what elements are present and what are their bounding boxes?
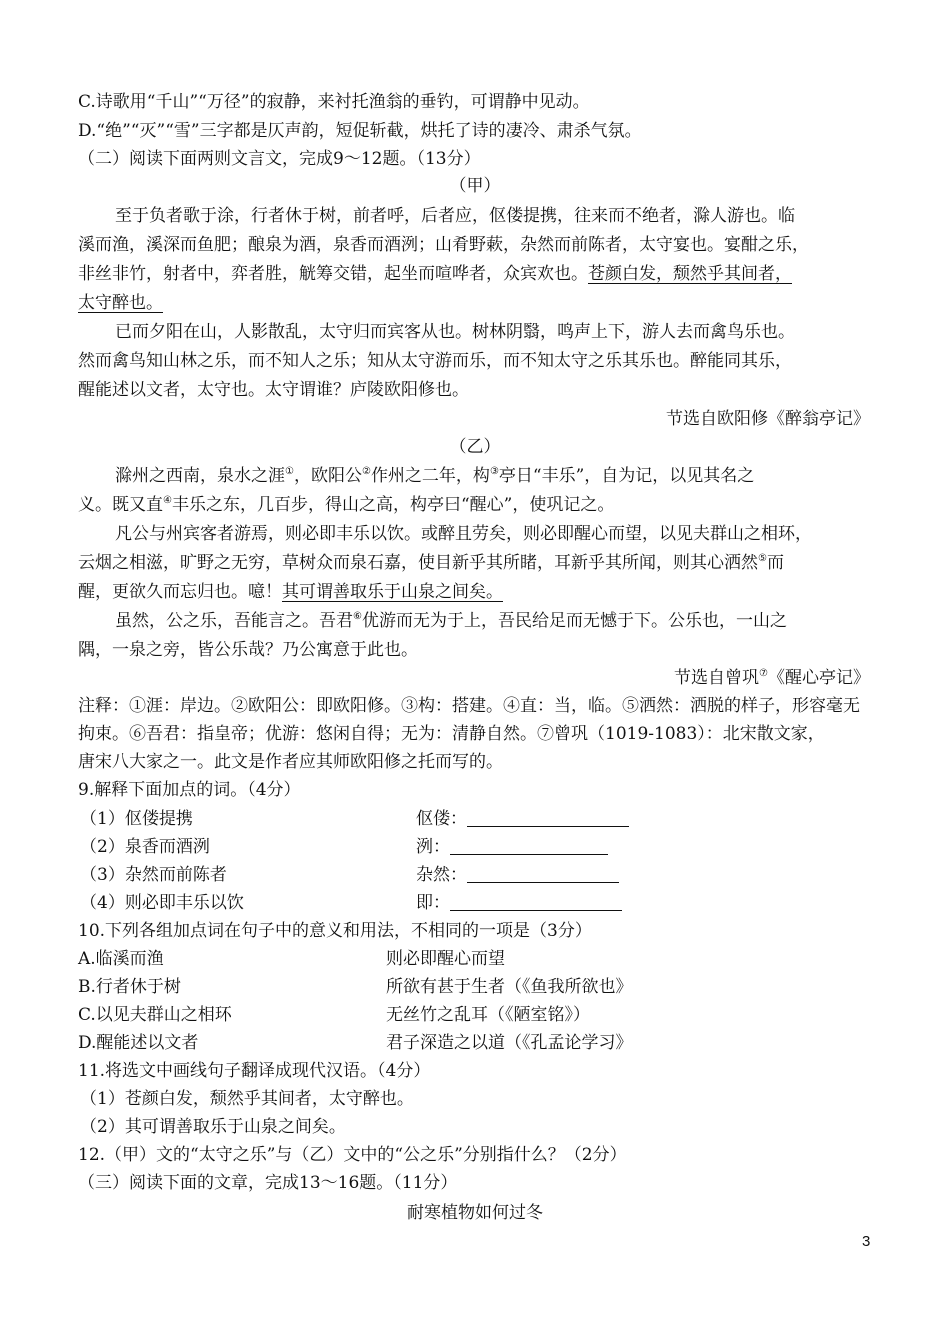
q10-stem: 10.下列各组加点词在句子中的意义和用法，不相同的一项是（3分）: [78, 921, 592, 941]
jia-p1-line4: [78, 289, 878, 317]
text-run: 《醒心亭记》: [768, 668, 870, 688]
q9-item-4: [80, 889, 880, 917]
text-run: 而: [766, 553, 784, 573]
jia-p1-line3-plain: 非丝非竹，射者中，弈者胜，觥筹交错，起坐而喧哗者，众宾欢也。: [78, 264, 588, 284]
yi-p2-line1: 凡公与州宾客者游焉，则必即丰乐以饮。或醉且劳矣，则必即醒心而望，以见夫群山之相环，: [115, 524, 812, 544]
text-run: 虽然，公之乐，吾能言之。吾君: [115, 611, 353, 631]
q10-option-compare: 则必即醒心而望: [386, 949, 505, 969]
footnote-mark: ④: [163, 495, 172, 506]
yi-p2-line3: [78, 578, 878, 606]
q10-option-sentence: A.临溪而渔: [78, 949, 164, 969]
q11-sentence-2: （2）其可谓善取乐于山泉之间矣。: [80, 1117, 346, 1137]
yi-source: [674, 664, 870, 692]
q10-option-sentence: D.醒能述以文者: [78, 1033, 199, 1053]
text-run: 义。既又直: [78, 495, 163, 515]
q9-phrase: （4）则必即丰乐以饮: [80, 893, 244, 913]
q10-option-a[interactable]: [78, 945, 878, 973]
yi-p1-line1: [115, 462, 915, 490]
answer-blank[interactable]: [467, 808, 629, 827]
text-run: 节选自曾巩: [674, 668, 760, 688]
q9-item-3: [80, 861, 880, 889]
yi-p3-line1: [115, 607, 915, 635]
yi-p3-line2: 隅，一泉之旁，皆公乐哉？乃公寓意于此也。: [78, 640, 418, 660]
yi-underlined-sentence: 其可谓善取乐于山泉之间矣。: [282, 582, 503, 602]
page-number: 3: [862, 1233, 871, 1250]
jia-underlined-sentence-part1: 苍颜白发，颓然乎其间者，: [588, 264, 792, 284]
notes-line1: 注释：①涯：岸边。②欧阳公：即欧阳修。③构：搭建。④直：当，临。⑤洒然：洒脱的样子，形容毫无: [78, 696, 860, 716]
q9-phrase: （2）泉香而酒洌: [80, 837, 210, 857]
notes-line3: 唐宋八大家之一。此文是作者应其师欧阳修之托而写的。: [78, 752, 503, 772]
q11-sentence-1: （1）苍颜白发，颓然乎其间者，太守醉也。: [80, 1089, 414, 1109]
option-d: D.“绝”“灭”“雪”三字都是仄声韵，短促斩截，烘托了诗的凄冷、肃杀气氛。: [78, 121, 642, 141]
answer-blank[interactable]: [450, 836, 608, 855]
section2-heading: （二）阅读下面两则文言文，完成9～12题。（13分）: [78, 149, 481, 169]
q10-option-b[interactable]: [78, 973, 878, 1001]
jia-p2-line1: 已而夕阳在山，人影散乱，太守归而宾客从也。树林阴翳，鸣声上下，游人去而禽鸟乐也。: [115, 322, 795, 342]
q9-word: 伛偻：: [416, 809, 467, 829]
passage-yi-label: （乙）: [449, 437, 501, 457]
jia-p2-line2: 然而禽鸟知山林之乐，而不知人之乐；知从太守游而乐，而不知太守之乐其乐也。醉能同其乐，: [78, 351, 792, 371]
jia-source: 节选自欧阳修《醉翁亭记》: [666, 409, 870, 429]
jia-underlined-sentence-part2: 太守醉也。: [78, 293, 163, 313]
q9-word: 即：: [416, 893, 450, 913]
q10-option-compare: 君子深造之以道（《孔孟论学习》: [386, 1033, 633, 1053]
q9-item-2: [80, 833, 880, 861]
option-c: C.诗歌用“千山”“万径”的寂静，来衬托渔翁的垂钓，可谓静中见动。: [78, 92, 590, 112]
q9-word: 杂然：: [416, 865, 467, 885]
q10-option-c[interactable]: [78, 1001, 878, 1029]
text-run: 丰乐之东，几百步，得山之高，构亭曰“醒心”，使巩记之。: [171, 495, 615, 515]
jia-p1-line3: [78, 260, 878, 288]
q9-item-1: [80, 805, 880, 833]
jia-p1-line2: 溪而渔，溪深而鱼肥；酿泉为酒，泉香而酒洌；山肴野蔌，杂然而前陈者，太守宴也。宴酣之乐，: [78, 235, 809, 255]
q9-stem: 9.解释下面加点的词。（4分）: [78, 780, 301, 800]
q10-option-sentence: B.行者休于树: [78, 977, 181, 997]
q10-option-compare: 无丝竹之乱耳（《陋室铭》）: [386, 1005, 590, 1025]
text-run: 优游而无为于上，吾民给足而无憾于下。公乐也，一山之: [361, 611, 787, 631]
yi-p1-line2: [78, 491, 878, 519]
footnote-mark: ⑥: [353, 611, 362, 622]
text-run: 醒，更欲久而忘归也。噫！: [78, 582, 282, 602]
q10-option-sentence: C.以见夫群山之相环: [78, 1005, 232, 1025]
q10-option-d[interactable]: [78, 1029, 878, 1057]
text-run: 亭日“丰乐”，自为记，以见其名之: [498, 466, 755, 486]
section3-heading: （三）阅读下面的文章，完成13～16题。（11分）: [78, 1173, 458, 1193]
footnote-mark: ②: [361, 466, 371, 477]
q12-stem: 12.（甲）文的“太守之乐”与（乙）文中的“公之乐”分别指什么？（2分）: [78, 1145, 627, 1165]
text-run: 作州之二年，构: [370, 466, 490, 486]
text-run: ，欧阳公: [293, 466, 362, 486]
passage-jia-label: （甲）: [449, 176, 501, 196]
q9-word: 洌：: [416, 837, 450, 857]
text-run: 云烟之相滋，旷野之无穷，草树众而泉石嘉，使目新乎其所睹，耳新乎其所闻，则其心洒然: [78, 553, 758, 573]
answer-blank[interactable]: [450, 892, 622, 911]
q9-phrase: （3）杂然而前陈者: [80, 865, 227, 885]
q10-option-compare: 所欲有甚于生者（《鱼我所欲也》: [386, 977, 633, 997]
footnote-mark: ③: [489, 466, 499, 477]
notes-line2: 拘束。⑥吾君：指皇帝；优游：悠闲自得；无为：清静自然。⑦曾巩（1019-1083）：北宋散文家，: [78, 724, 825, 744]
footnote-mark: ⑤: [758, 553, 767, 564]
jia-p2-line3: 醒能述以文者，太守也。太守谓谁？庐陵欧阳修也。: [78, 380, 469, 400]
jia-p1-line1: 至于负者歌于涂，行者休于树，前者呼，后者应，伛偻提携，往来而不绝者，滁人游也。临: [115, 206, 795, 226]
q9-phrase: （1）伛偻提携: [80, 809, 193, 829]
text-run: 滁州之西南，泉水之涯: [115, 466, 285, 486]
q11-stem: 11.将选文中画线句子翻译成现代汉语。（4分）: [78, 1061, 431, 1081]
footnote-mark: ⑦: [759, 668, 768, 679]
answer-blank[interactable]: [467, 864, 619, 883]
yi-p2-line2: [78, 549, 878, 577]
section3-article-title: 耐寒植物如何过冬: [407, 1203, 543, 1223]
footnote-mark: ①: [285, 466, 294, 477]
